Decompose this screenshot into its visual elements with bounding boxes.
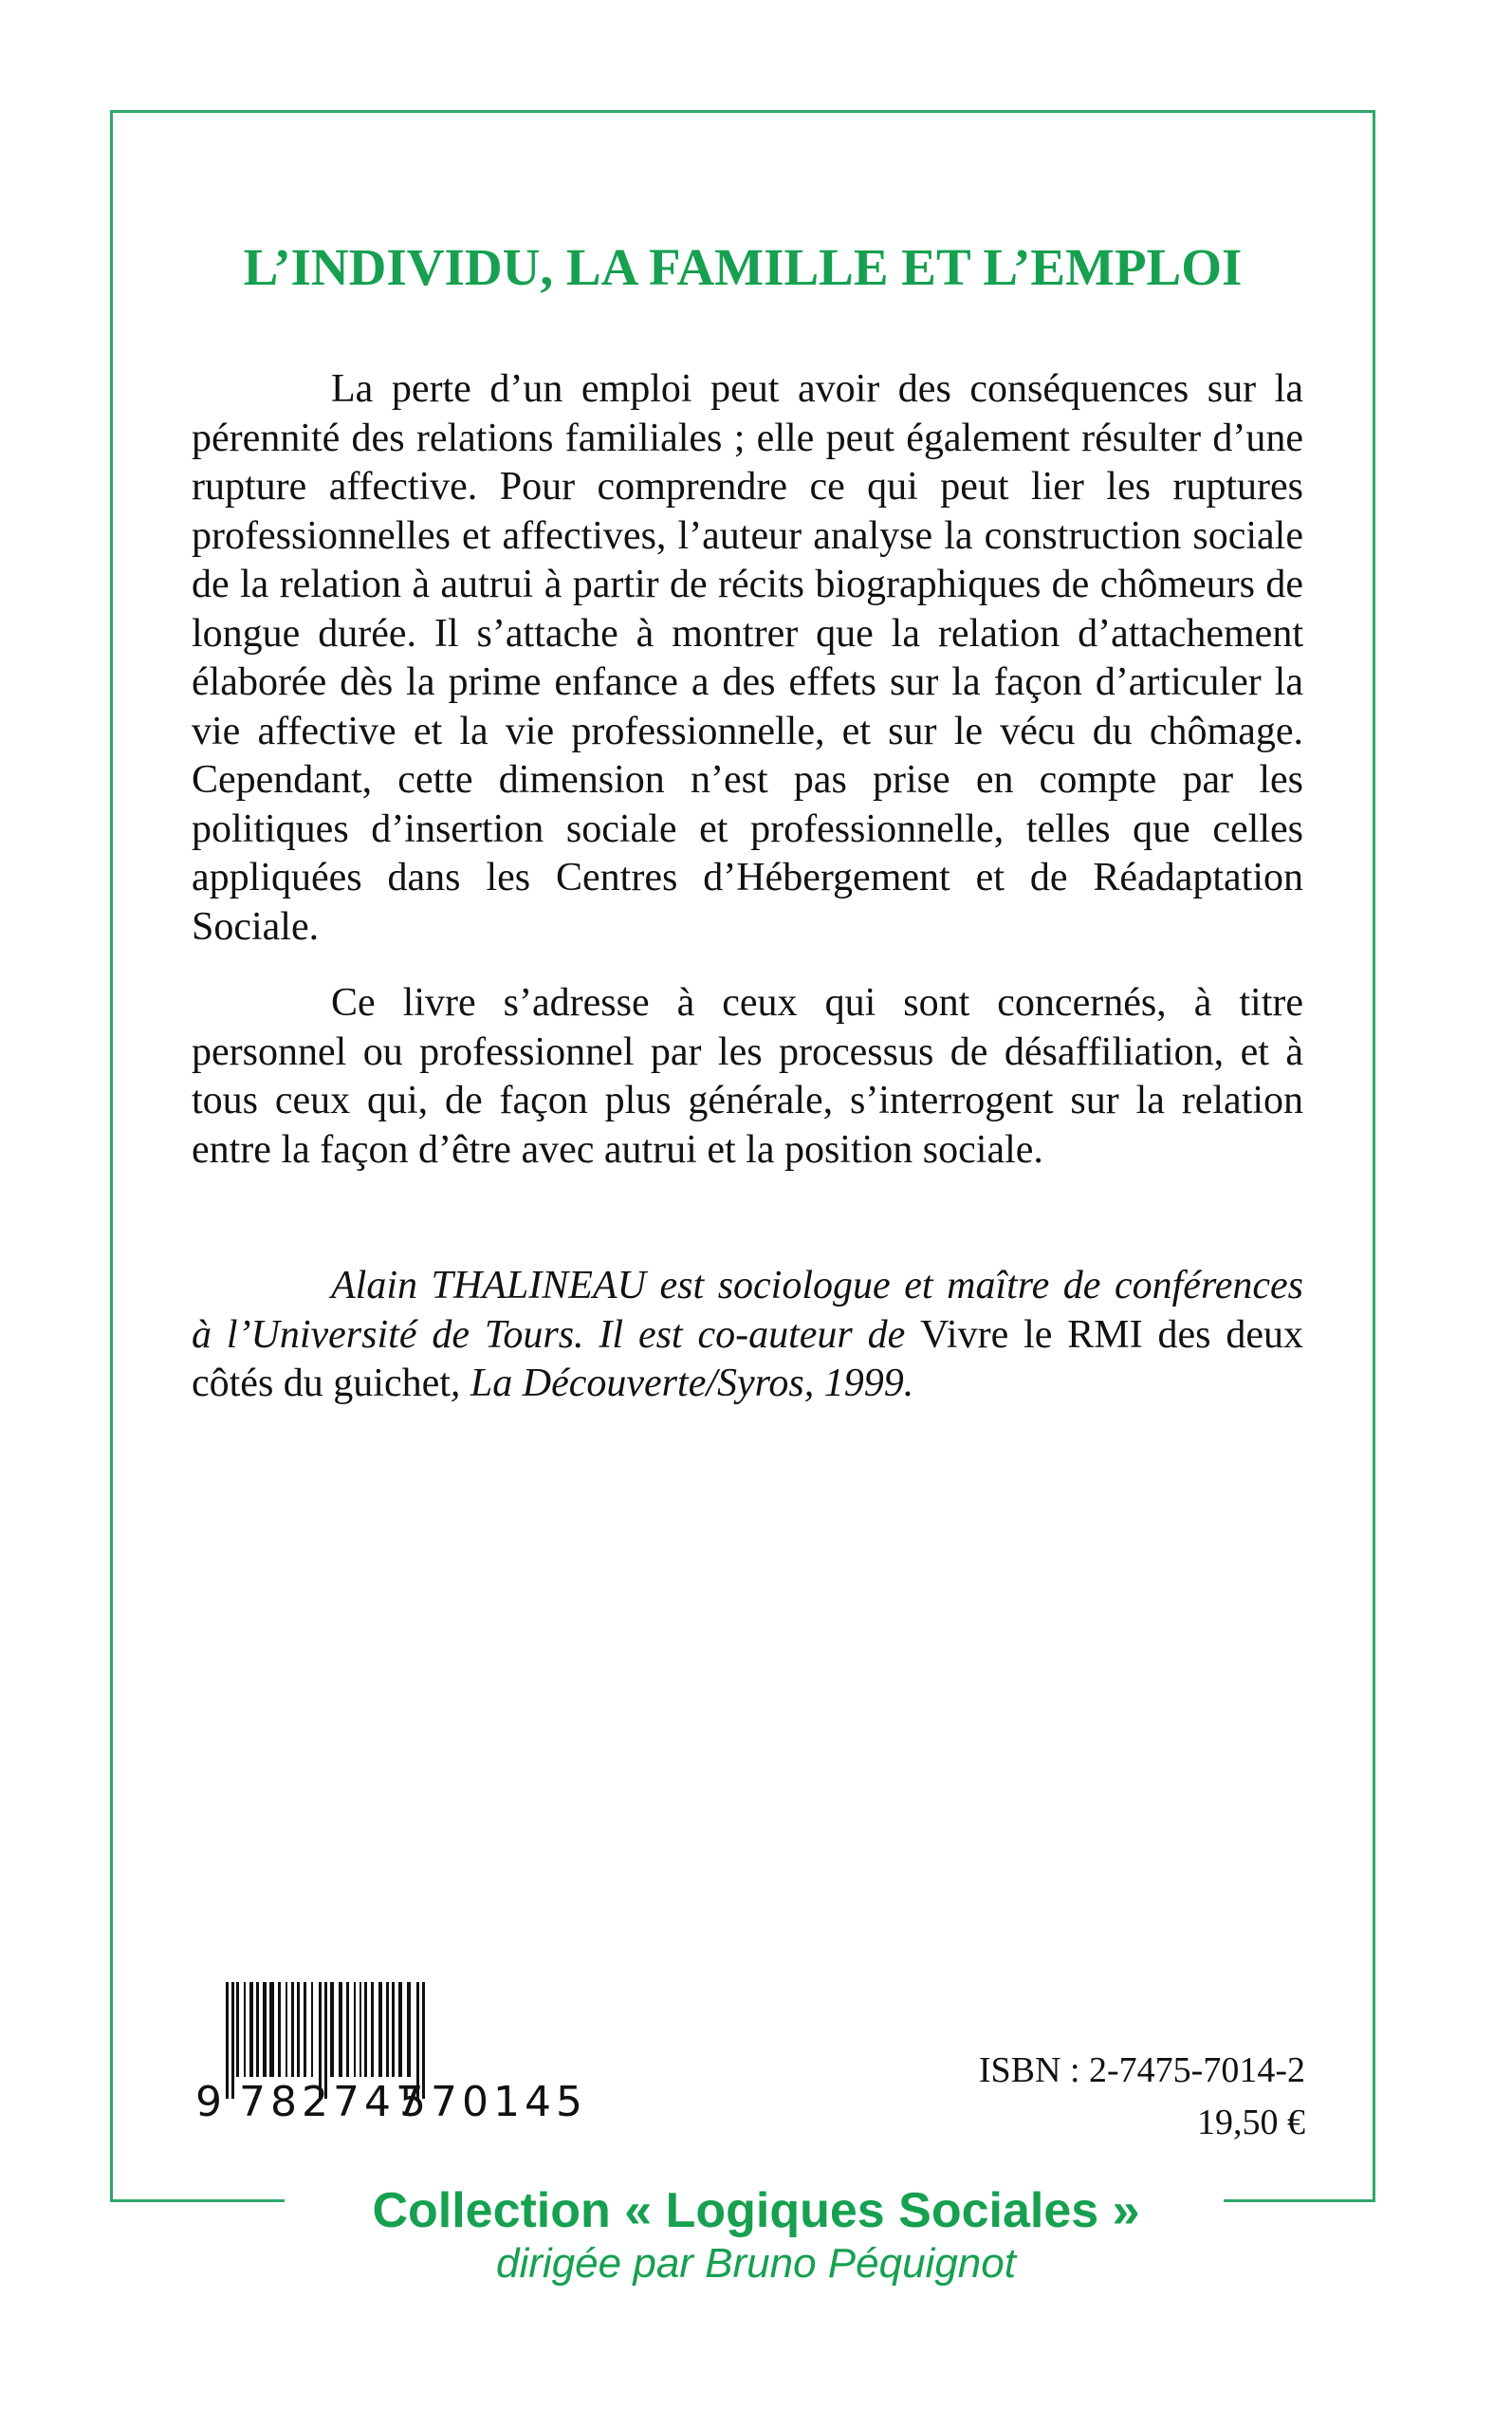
author-bio-part1: Alain THALINEAU est sociologue et maître de conférences à l’Université de Tours. Il est co-auteur de (192, 1264, 1303, 1357)
barcode-bar (236, 1982, 239, 2077)
barcode-bar (346, 1982, 349, 2077)
summary-text-2: Ce livre s’adresse à ceux qui sont concernés, à titre personnel ou professionnel par les processus de désaffiliation, et à tous ceux qui, de façon plus générale, s’interrogent sur la relation entre la façon d’être avec autrui et la position sociale. (192, 981, 1303, 1172)
barcode-bar (263, 1982, 267, 2077)
barcode-bar (278, 1982, 281, 2077)
summary-paragraph-1 (192, 365, 1303, 952)
author-bio-text (192, 1262, 1303, 1409)
barcode-bar (371, 1982, 374, 2077)
author-bio (192, 1262, 1303, 1409)
barcode-bar (392, 1982, 395, 2077)
barcode-bar (398, 1982, 402, 2077)
barcode-bar (311, 1982, 313, 2077)
barcode-first-digit: 9 (195, 2078, 222, 2126)
collection-director: dirigée par Bruno Péquignot (496, 2240, 1016, 2287)
barcode-bar (364, 1982, 367, 2077)
barcode-bar (378, 1982, 382, 2077)
summary-paragraph-2 (192, 979, 1303, 1175)
barcode-bar (286, 1982, 287, 2077)
collection-name: Collection « Logiques Sociales » (372, 2183, 1140, 2238)
barcode-bar (244, 1982, 246, 2077)
barcode-bar (360, 1982, 361, 2077)
barcode-bar (291, 1982, 294, 2077)
summary-text-1: La perte d’un emploi peut avoir des conséquences sur la pérennité des relations familiales ; elle peut également résulter d’une rupture affective. Pour comprendre ce qui peut lier les ruptures professionnelles et affectives, l’auteur analyse la construction sociale de la relation à autrui à partir de récits biographiques de chômeurs de longue durée. Il s’attache à montrer que la relation d’attachement élaborée dès la prime enfance a des effets sur la façon d’articuler la vie affective et la vie professionnelle, et sur le vécu du chômage. Cependant, cette dimension n’est pas prise en compte par les politiques d’insertion sociale et professionnelle, telles que celles appliquées dans les Centres d’Hébergement et de Réadaptation Sociale. (192, 367, 1303, 949)
barcode-bar (386, 1982, 389, 2077)
barcode-bar (339, 1982, 342, 2077)
barcode-group-2: 570145 (399, 2078, 587, 2126)
isbn: ISBN : 2-7475-7014-2 (978, 2050, 1305, 2090)
barcode-bar (407, 1982, 411, 2077)
barcode-group-1: 782747 (239, 2078, 427, 2126)
barcode-bar (256, 1982, 259, 2077)
price: 19,50 € (1197, 2103, 1305, 2142)
book-title: L’INDIVIDU, LA FAMILLE ET L’EMPLOI (243, 238, 1243, 296)
barcode-digits (195, 2078, 594, 2131)
barcode-bar (330, 1982, 334, 2077)
author-bio-part2: , La Découverte/Syros, 1999. (450, 1362, 914, 1405)
barcode-bar (354, 1982, 356, 2077)
barcode-bar (304, 1982, 306, 2077)
cited-book-title: Vivre le RMI des deux côtés du guichet (192, 1312, 1303, 1405)
barcode-bar (249, 1982, 253, 2077)
barcode-bar (297, 1982, 300, 2077)
barcode-bar (269, 1982, 274, 2077)
